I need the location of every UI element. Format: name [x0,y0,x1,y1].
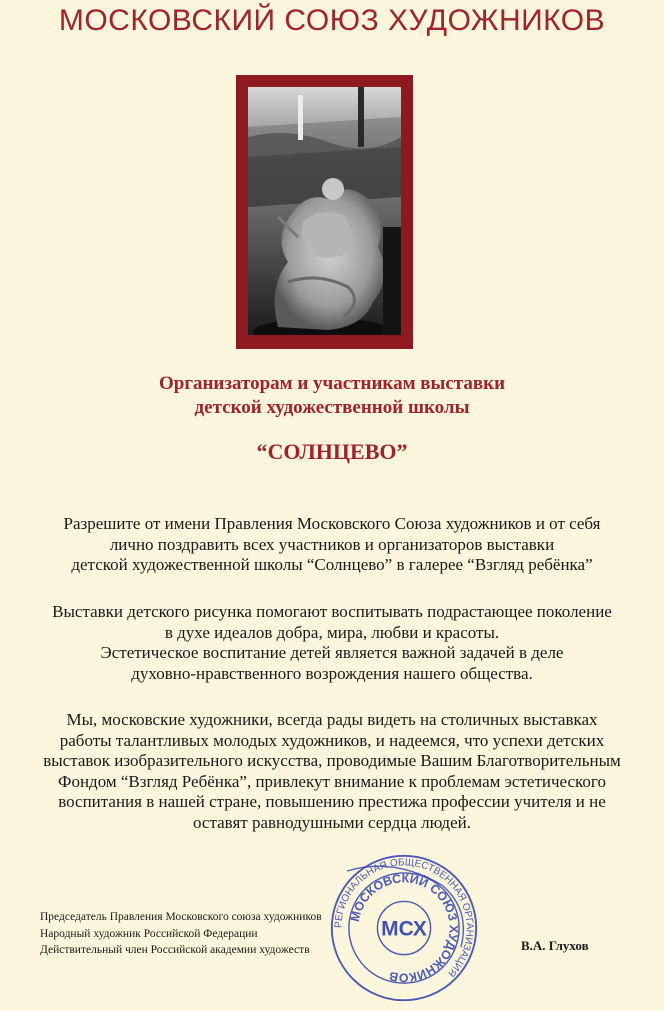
photo-frame [236,75,413,349]
paragraph-3-line: воспитания в нашей стране, повышению престижа профессии учителя и не [58,792,606,811]
paragraph-3-line: работы талантливых молодых художников, и надеемся, что успехи детских [59,730,605,750]
signatory-titles [40,909,322,959]
paragraph-2-line: Выставки детского рисунка помогают воспитывать подрастающее поколение [52,602,612,621]
signatory-role: Действительный член Российской академии художеств [40,944,310,956]
paragraph-3-line: оставят равнодушными сердца людей. [193,812,471,832]
paragraph-2-line: духовно-нравственного возрождения нашего общества. [131,663,533,683]
paragraph-3-line: Мы, московские художники, всегда рады видеть на столичных выставках [66,710,598,729]
paragraph-3-line: Фондом “Взгляд Ребёнка”, привлекут внимание к проблемам эстетического [58,771,606,791]
stamp-center-text: МСХ [381,917,427,941]
signatory-name: В.А. Глухов [521,938,589,953]
paragraph-1-line: детской художественной школы “Солнцево” в галерее “Взгляд ребёнка” [71,555,593,574]
paragraph-1-line: Разрешите от имени Правления Московского Союза художников и от себя [63,514,601,533]
heading-line-1: Организаторам и участникам выставки [158,373,506,394]
paragraph-3-line: выставок изобразительного искусства, проводимые Вашим Благотворительным [43,751,621,770]
stamp-inner-text: МОСКОВСКИЙ СОЮЗ ХУДОЖНИКОВ [347,871,461,985]
paragraph-1-line: лично поздравить всех участников и организаторов выставки [109,534,555,554]
signatory-role: Народный художник Российской Федерации [40,927,258,940]
paragraph-1 [0,514,664,576]
heading-line-2: детской художественной школы [194,397,470,418]
paragraph-3 [0,710,664,833]
school-name: “СОЛНЦЕВО” [256,439,408,464]
paragraph-2-line: в духе идеалов добра, мира, любви и красоты. [164,622,500,642]
signatory-role: Председатель Правления Московского союза художников [40,911,322,923]
paragraph-2 [0,602,664,684]
paragraph-2-line: Эстетическое воспитание детей является важной задачей в деле [100,643,564,662]
organization-title: МОСКОВСКИЙ СОЮЗ ХУДОЖНИКОВ [58,4,606,37]
stamp-outer-text: РЕГИОНАЛЬНАЯ ОБЩЕСТВЕННАЯ ОРГАНИЗАЦИЯ [333,857,475,979]
sculpture-photo [248,87,401,335]
organization-stamp [328,852,480,1004]
